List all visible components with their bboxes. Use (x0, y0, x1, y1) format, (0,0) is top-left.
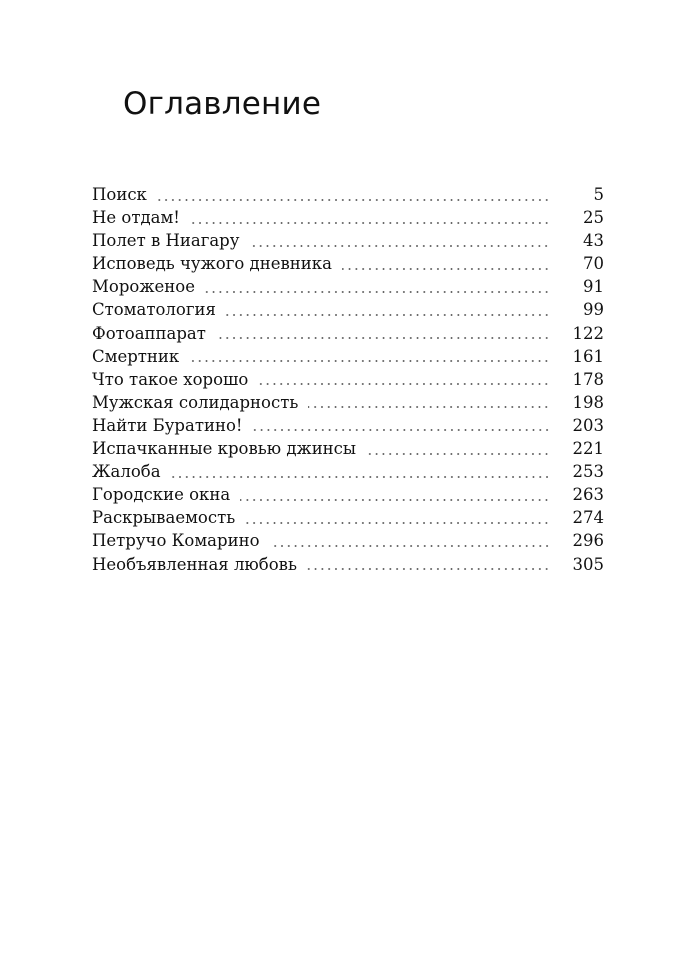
dot-leader (205, 290, 550, 294)
toc-entry-title: Фотоаппарат (92, 323, 206, 343)
dot-leader (189, 359, 550, 363)
toc-entry[interactable] (92, 298, 604, 321)
toc-entry-title: Мужская солидарность (92, 392, 299, 412)
toc-entry-title: Жалоба (92, 462, 161, 482)
toc-entry-title: Раскрываемость (92, 508, 236, 528)
toc-entry[interactable] (92, 229, 604, 252)
toc-entry-title: Петручо Комарино (92, 531, 260, 551)
dot-leader (307, 567, 550, 571)
toc-entry-page: 203 (572, 415, 604, 435)
toc-entry[interactable] (92, 345, 604, 368)
toc-entry-page: 263 (572, 485, 604, 505)
toc-entry-title: Мороженое (92, 277, 195, 297)
toc-entry-title: Стоматология (92, 300, 216, 320)
table-of-contents (92, 183, 604, 576)
toc-entry-title: Смертник (92, 346, 180, 366)
toc-entry[interactable] (92, 437, 604, 460)
toc-entry[interactable] (92, 183, 604, 206)
toc-entry[interactable] (92, 414, 604, 437)
toc-entry-page: 296 (572, 531, 604, 551)
dot-leader (240, 498, 550, 502)
dot-leader (190, 221, 550, 225)
toc-entry-page: 253 (572, 462, 604, 482)
toc-entry[interactable] (92, 553, 604, 576)
dot-leader (171, 475, 550, 479)
toc-entry-title: Исповедь чужого дневника (92, 254, 332, 274)
toc-entry[interactable] (92, 506, 604, 529)
toc-entry[interactable] (92, 252, 604, 275)
toc-entry-page: 122 (572, 323, 604, 343)
toc-entry-page: 99 (583, 300, 604, 320)
toc-entry-page: 70 (583, 254, 604, 274)
toc-entry-page: 198 (572, 392, 604, 412)
toc-entry-page: 91 (583, 277, 604, 297)
toc-entry-title: Необъявленная любовь (92, 554, 297, 574)
toc-entry[interactable] (92, 368, 604, 391)
dot-leader (157, 198, 550, 202)
dot-leader (253, 428, 550, 432)
toc-entry-page: 274 (572, 508, 604, 528)
dot-leader (366, 452, 550, 456)
toc-entry-title: Не отдам! (92, 208, 180, 228)
toc-entry-page: 161 (572, 346, 604, 366)
toc-entry[interactable] (92, 391, 604, 414)
toc-entry-page: 43 (583, 231, 604, 251)
dot-leader (270, 544, 550, 548)
page-title: Оглавление (123, 86, 322, 122)
toc-entry-page: 178 (572, 369, 604, 389)
dot-leader (249, 244, 550, 248)
toc-entry[interactable] (92, 483, 604, 506)
toc-entry-title: Испачканные кровью джинсы (92, 439, 357, 459)
dot-leader (258, 382, 550, 386)
toc-entry[interactable] (92, 275, 604, 298)
toc-entry[interactable] (92, 460, 604, 483)
dot-leader (216, 336, 550, 340)
toc-entry-page: 305 (572, 554, 604, 574)
toc-entry[interactable] (92, 206, 604, 229)
dot-leader (308, 405, 550, 409)
toc-entry-page: 25 (583, 208, 604, 228)
toc-entry-title: Поиск (92, 185, 147, 204)
toc-entry-title: Найти Буратино! (92, 415, 243, 435)
toc-entry-title: Что такое хорошо (92, 369, 249, 389)
toc-entry-title: Городские окна (92, 485, 231, 505)
toc-entry[interactable] (92, 529, 604, 552)
dot-leader (342, 267, 550, 271)
dot-leader (245, 521, 550, 525)
toc-entry-page: 221 (572, 439, 604, 459)
toc-entry-title: Полет в Ниагару (92, 231, 240, 251)
toc-entry[interactable] (92, 322, 604, 345)
dot-leader (226, 313, 550, 317)
toc-entry-page: 5 (593, 185, 604, 204)
